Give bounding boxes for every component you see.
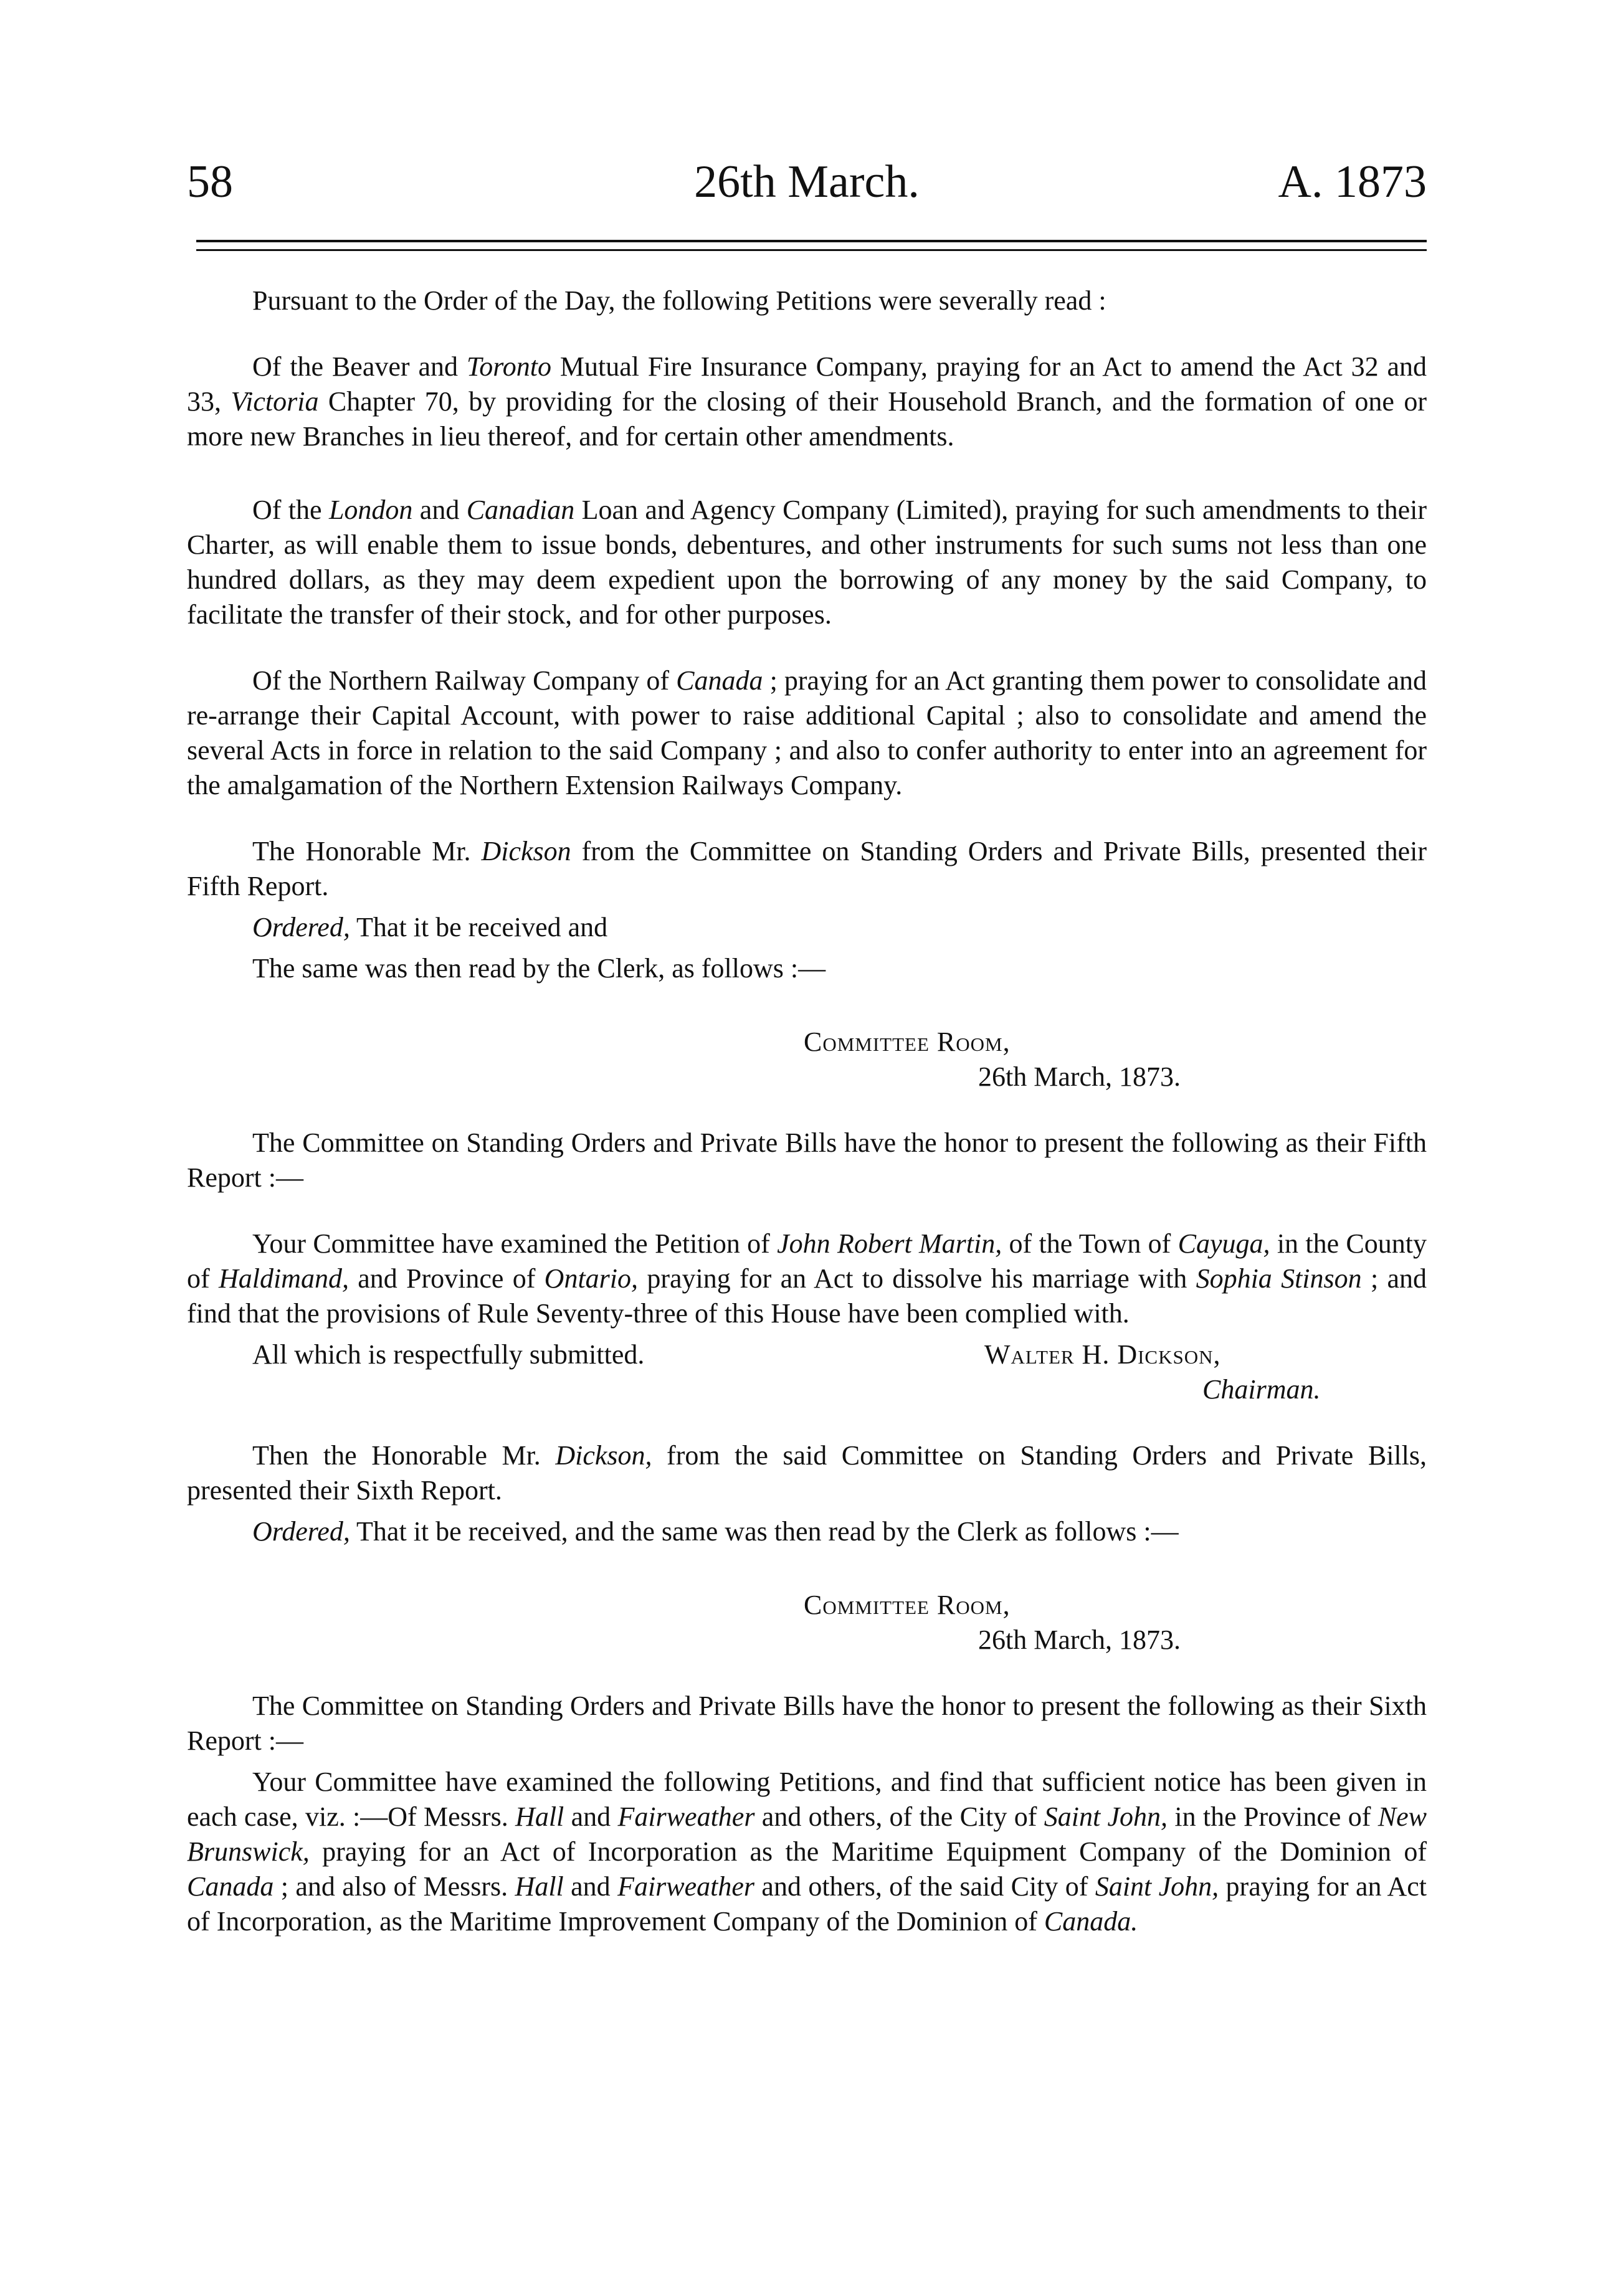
committee-room-label: Committee Room,: [804, 1590, 1011, 1620]
fifth-report-intro: The Honorable Mr. Dickson from the Committee on Standing Orders and Private Bills, presented their Fifth Report.: [187, 836, 1427, 901]
petition-beaver-paragraph: Of the Beaver and Toronto Mutual Fire Insurance Company, praying for an Act to amend the Act 32 and 33, Victoria Chapter 70, by providing for the closing of their Household Branch, and the formation of one or more new Branches in lieu thereof, and for certain other amendments.: [187, 351, 1427, 452]
page-year: A. 1873: [1278, 156, 1427, 207]
sixth-report-intro: Then the Honorable Mr. Dickson, from the said Committee on Standing Orders and Private Bills, presented their Sixth Report.: [187, 1440, 1427, 1506]
fifth-report-examination: Your Committee have examined the Petition of John Robert Martin, of the Town of Cayuga, in the County of Haldimand, and Province of Ontario, praying for an Act to dissolve his marriage with Sophia Stinson ; and find that the provisions of Rule Seventy-three of this House have been complied with.: [187, 1228, 1427, 1329]
sixth-report-ordered: Ordered, That it be received, and the same was then read by the Clerk as follows :—: [252, 1516, 1179, 1547]
committee-room-heading-2: [187, 1588, 1427, 1658]
fifth-report-submitted: All which is respectfully submitted.: [252, 1339, 645, 1370]
page-date: 26th March.: [694, 156, 920, 207]
petition-london-paragraph: Of the London and Canadian Loan and Agency Company (Limited), praying for such amendments to their Charter, as will enable them to issue bonds, debentures, and other instruments for such sums not less than one hundred dollars, as they may deem expedient upon the borrowing of any money by the said Company, to facilitate the transfer of their stock, and for other purposes.: [187, 495, 1427, 630]
committee-room-label: Committee Room,: [804, 1027, 1011, 1057]
petition-northern-paragraph: Of the Northern Railway Company of Canada ; praying for an Act granting them power to consolidate and re-arrange their Capital Account, with power to raise additional Capital ; also to consolidate and amend the several Acts in force in relation to the said Company ; and also to confer authority to enter into an agreement for the amalgamation of the Northern Extension Railways Company.: [187, 665, 1427, 800]
sixth-report-examination: Your Committee have examined the following Petitions, and find that sufficient notice has been given in each case, viz. :—Of Messrs. Hall and Fairweather and others, of the City of Saint John, in the Province of New Brunswick, praying for an Act of Incorporation as the Maritime Equipment Company of the Dominion of Canada ; and also of Messrs. Hall and Fairweather and others, of the said City of Saint John, praying for an Act of Incorporation, as the Maritime Improvement Company of the Dominion of Canada.: [187, 1767, 1427, 1937]
pursuant-paragraph: Pursuant to the Order of the Day, the following Petitions were severally read :: [252, 285, 1106, 316]
page-number: 58: [187, 156, 233, 207]
journal-body: [187, 283, 1427, 1939]
page-header: [187, 156, 1427, 218]
committee-room-date: 26th March, 1873.: [978, 1061, 1181, 1092]
fifth-report-body: The Committee on Standing Orders and Private Bills have the honor to present the following as their Fifth Report :—: [187, 1127, 1427, 1193]
header-rule-bottom: [196, 249, 1427, 251]
signature-title: Chairman.: [1202, 1374, 1321, 1405]
signature-name: Walter H. Dickson,: [984, 1339, 1221, 1370]
fifth-report-read: The same was then read by the Clerk, as follows :—: [252, 953, 826, 984]
committee-room-heading-1: [187, 1025, 1427, 1094]
sixth-report-body: The Committee on Standing Orders and Private Bills have the honor to present the following as their Sixth Report :—: [187, 1691, 1427, 1756]
fifth-report-ordered: Ordered, That it be received and: [252, 912, 608, 942]
committee-room-date: 26th March, 1873.: [978, 1625, 1181, 1655]
header-rule-top: [196, 240, 1427, 242]
